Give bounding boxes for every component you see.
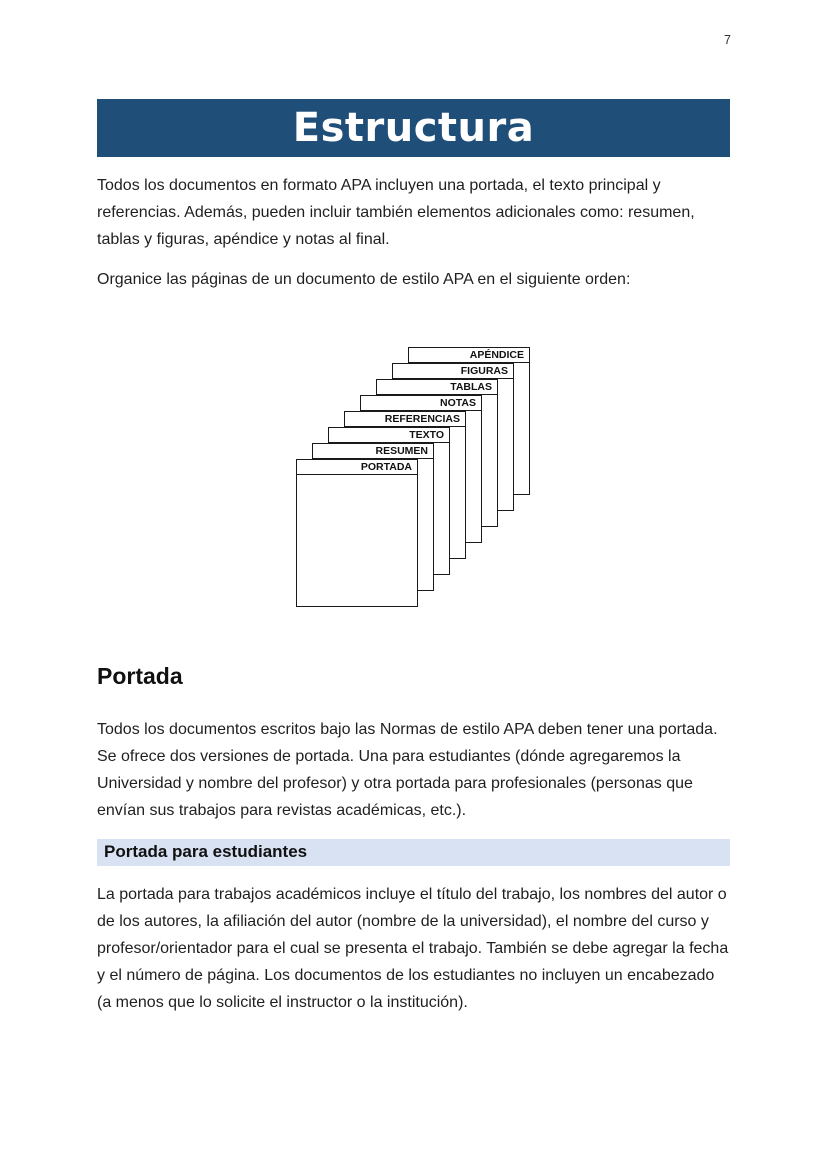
portada-estudiantes-heading: Portada para estudiantes [97,839,730,866]
stack-page-label: FIGURAS [393,364,513,379]
section-banner [97,99,730,157]
page-order-diagram [97,337,730,607]
stack-page-portada [296,459,418,607]
stack-page-label: APÉNDICE [409,348,529,363]
stack-page-label: TEXTO [329,428,449,443]
content-area [97,99,730,1016]
stack-page-label: RESUMEN [313,444,433,459]
portada-estudiantes-paragraph: La portada para trabajos académicos incluye el título del trabajo, los nombres del autor o de los autores, la afiliación del autor (nombre de la universidad), el nombre del curso y profesor/orientador para el cual se presenta el trabajo. También se debe agregar la fecha y el número de página. Los documentos de los estudiantes no incluyen un encabezado (a menos que lo solicite el instructor o la institución). [97,886,729,1011]
section-title: Estructura [292,105,535,151]
intro-paragraph-2: Organice las páginas de un documento de estilo APA en el siguiente orden: [97,271,631,288]
intro-paragraph-1: Todos los documentos en formato APA incluyen una portada, el texto principal y referencias. Además, pueden incluir también elementos adicionales como: resumen, tablas y figuras, apéndice y notas al final. [97,177,695,248]
stack-page-label: PORTADA [297,460,417,475]
page-number: 7 [724,33,731,47]
stack-page-label: REFERENCIAS [345,412,465,427]
portada-paragraph: Todos los documentos escritos bajo las Normas de estilo APA deben tener una portada. Se ofrece dos versiones de portada. Una para estudiantes (dónde agregaremos la Universidad y nombre del profesor) y otra portada para profesionales (personas que envían sus trabajos para revistas académicas, etc.). [97,721,718,819]
stack-page-label: TABLAS [377,380,497,395]
stack-page-label: NOTAS [361,396,481,411]
portada-heading: Portada [97,663,183,689]
